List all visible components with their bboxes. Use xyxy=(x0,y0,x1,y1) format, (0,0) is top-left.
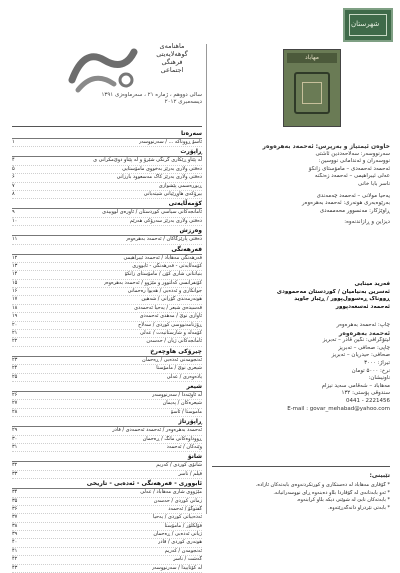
toc-entry-page: ۴ xyxy=(12,157,15,164)
toc-entry xyxy=(12,427,202,435)
cover-thumbnail xyxy=(283,49,341,127)
toc-entry xyxy=(12,139,202,147)
toc-entry-page: ۱۳ xyxy=(12,262,18,269)
toc-entry-title: زمانی کوردی / حەسەن xyxy=(153,497,202,504)
editor: سەرنووسەر: سەلاحەددین ئاشتی xyxy=(315,150,390,157)
toc-entry-title: بنیاتنانی شاری کۆن / مامۆستای زانکۆ xyxy=(124,271,202,278)
writer-line: ئەحمەد ئەحمەدی – مامۆستای زانکۆ xyxy=(308,165,390,172)
toc-entry-page: ۱۵ xyxy=(12,279,18,286)
design-team xyxy=(212,281,390,316)
writer-line: عەلی ئیبراهیمی – ئەحمەد زەنگنە xyxy=(314,173,390,180)
writer-line: ناسر بابا خانی xyxy=(358,180,390,187)
toc-entry xyxy=(12,471,202,479)
masthead-line: فرهنگی xyxy=(161,58,183,66)
toc-entry-page: ۵ xyxy=(12,165,15,172)
toc-entry xyxy=(12,531,202,539)
toc-entry xyxy=(12,409,202,417)
chair-image xyxy=(294,72,330,114)
toc-entry xyxy=(12,565,202,573)
divider xyxy=(12,126,202,127)
toc-entry-page: ۱۱ xyxy=(12,236,18,243)
toc-entry xyxy=(12,322,202,330)
publisher-logo xyxy=(343,8,393,42)
toc-entry-title: له کۆتاییدا / سەرنووسەر xyxy=(151,564,202,571)
toc-entry xyxy=(12,296,202,304)
toc-entry-title: ئەنجومەنی ئەدەبی / ڕەحمان xyxy=(142,356,202,363)
toc-entry-title: ئەدەبیاتی کوردی / یەحیا xyxy=(152,514,202,521)
cover-title: مهاباد xyxy=(287,53,337,63)
toc-entry xyxy=(12,280,202,288)
toc-entry-page: ۳۶ xyxy=(12,505,18,512)
toc-entry-title: ڕیوڕەسمی پێشوازی xyxy=(158,182,202,189)
toc-entry-page: ۲۶ xyxy=(12,391,18,398)
address-line: مەهاباد – شەقامی سەید نیزام xyxy=(321,382,390,389)
toc-entry xyxy=(12,166,202,174)
toc-entry xyxy=(12,444,202,452)
toc-entry-page: ۶ xyxy=(12,174,15,181)
issue-info xyxy=(12,92,202,106)
toc-entry xyxy=(12,218,202,226)
toc-entry-title: بیرۆکەی هاوڕێیانی شیتەبانی xyxy=(143,190,202,197)
design-member: ئەسرین بەنیامیان / کوردستان مەحموودی xyxy=(276,288,390,295)
toc-entry-title: له ئاوێنەدا / سەرنووسەر xyxy=(151,391,202,398)
toc-entry-title: گەشت / ناسر xyxy=(173,556,202,563)
toc-entry xyxy=(12,288,202,296)
toc-section-heading: ڕاپۆرت xyxy=(12,147,202,157)
notes xyxy=(212,482,390,512)
toc-entry-title: کۆمەڵە و شارستانیەت / عەلی xyxy=(140,330,202,337)
issue-number: سالی دووهم ، ژماره ۲۱ ، سەرماوەزی ۱۳۹۱ xyxy=(101,92,202,98)
toc-entry-page: ۳۲ xyxy=(12,462,18,469)
masthead-text xyxy=(142,42,202,74)
toc-section-heading: فەرهەنگی xyxy=(12,245,202,255)
toc-entry xyxy=(12,174,202,182)
toc-entry-title: ئامانجەکانی سیاسی کوردستان / ئاورەی لووییدی xyxy=(102,209,202,216)
toc-entry-page: ۹ xyxy=(12,209,15,216)
design-member: فەرید مینایی xyxy=(354,281,390,287)
address-line: ئەحمەد بەهرەوەر xyxy=(338,329,390,337)
note-item: * بابەتەکان نابێ لە شوێنی دیکە بڵاو کرابنەوە. xyxy=(296,497,390,503)
masthead-line: اجتماعی xyxy=(160,66,184,74)
toc-entry-title: ئەحمەد بەهرەوەر / ئەحمەد ئەحمەدی / قادر xyxy=(112,427,202,434)
toc-entry xyxy=(12,400,202,408)
toc-entry xyxy=(12,556,202,564)
toc-entry-title: قەسیدەی شیعر / یەحیا ئەحمەدی xyxy=(134,304,202,311)
toc-entry xyxy=(12,462,202,470)
toc-entry xyxy=(12,523,202,531)
address-line: چاپی: صحافی – تەبریز xyxy=(338,344,390,351)
toc-entry xyxy=(12,392,202,400)
toc-entry-title: ئاوازی نوێ / مەهدی ئەحمەدی xyxy=(139,313,202,320)
toc-entry-page: ۴۱ xyxy=(12,547,18,554)
toc-entry-title: شانۆی کوردی / کەریم xyxy=(156,462,202,469)
toc-entry-title: ڕۆژنامەنووسی کوردی / سەلاح xyxy=(138,321,202,328)
toc-entry-title: وێنەکان / ئەحمەد xyxy=(166,443,202,450)
toc-section-heading: کۆمەڵایەتی xyxy=(12,199,202,209)
toc-entry-title: له پێناو ڕێکاری گرنگی شێرۆ و له پێناو دوێ‌مکرانی ی xyxy=(93,157,202,164)
note-item: * بابەتی نێردراو دانەگەڕێتەوە. xyxy=(328,504,390,511)
toc-entry-page: ۱۴ xyxy=(12,271,18,278)
email-address: E-mail : govar_mehabad@yahoo.com xyxy=(287,405,390,412)
toc-entry-title: دەفتی ولاری بەرێز کاک مەسعوود بارزانی xyxy=(116,174,202,181)
toc-entry xyxy=(12,548,202,556)
toc-entry xyxy=(12,374,202,382)
toc-section-heading: ڕاپۆرتاژ xyxy=(12,417,202,427)
toc-entry-title: گفتوگۆ / ئەحمەد xyxy=(168,505,202,512)
toc-entry-title: ڕووداوەکانی مانگ / ڕەحمان xyxy=(142,435,202,442)
notes-heading: تێبینی: xyxy=(369,472,390,479)
toc-entry-title: کۆمەڵایەتی - فەرهەنگی - ئابووری xyxy=(132,262,202,269)
table-of-contents xyxy=(12,129,202,573)
toc-entry-page: ۴۳ xyxy=(12,564,18,571)
toc-entry-title: کۆنفرانسی کەلتوور و مێژوو / ئەحمەد بەهرەوەر xyxy=(103,279,202,286)
toc-entry-title: فیلم / ناسر xyxy=(178,470,202,477)
toc-entry xyxy=(12,209,202,217)
toc-entry-title: دەفتی ولاری بەرێز بەخووی مامۆستایی xyxy=(122,165,202,172)
toc-entry xyxy=(12,489,202,497)
toc-entry-title: شیعرەکان / پەیمان xyxy=(162,400,202,407)
address-line: صحافی: حیدریان – تەبریز xyxy=(331,352,390,359)
toc-entry-title: جوانکاری و ئەدەبی / هەیوا رەحمانی xyxy=(127,288,202,295)
toc-entry-page: ۲۸ xyxy=(12,408,18,415)
toc-entry xyxy=(12,514,202,522)
toc-entry-title: دەفتی ولاری بەرێز سەرۆکی هەرێم xyxy=(129,217,202,224)
toc-entry-page: ۴۰ xyxy=(12,539,18,546)
toc-entry-title: شیعری نوێ / مامۆستا xyxy=(156,365,202,372)
toc-entry-title: ئەنجومەن / کەریم xyxy=(164,547,202,554)
design-member: ڕووناک ڕەسوول‌پوور / ڕێباز جاوید xyxy=(294,296,390,302)
writer-line: یەحیا مولانی – ئەحمەد چەمەندی xyxy=(316,192,390,199)
toc-entry-page: ۲۲ xyxy=(12,338,18,345)
toc-entry-page: ۳۰ xyxy=(12,435,18,442)
toc-entry xyxy=(12,338,202,346)
toc-entry-page: ۱۹ xyxy=(12,313,18,320)
toc-entry-page: ۸ xyxy=(12,190,15,197)
toc-entry-title: فەرهەنگی مەهاباد / ئەحمەد ئیبراهیمی xyxy=(123,254,202,261)
toc-entry-title: ژیانی ئەدەبی / ڕەحمان xyxy=(153,531,202,538)
writers-label: نووسەران و ئەندامانی نووسین: xyxy=(318,158,390,165)
toc-entry xyxy=(12,506,202,514)
address-line: لیتۆگرافی: نگین قادر – تەبریز xyxy=(322,337,390,344)
toc-entry xyxy=(12,313,202,321)
toc-entry-page: ۳۱ xyxy=(12,443,18,450)
phone-number: 0441 - 2221456 xyxy=(346,397,390,404)
logo-text: شهرستان xyxy=(351,20,380,28)
print-info xyxy=(212,322,390,413)
magazine-logo xyxy=(64,40,142,98)
toc-entry xyxy=(12,255,202,263)
toc-entry-page: ۲۳ xyxy=(12,356,18,363)
toc-entry-page: ۴۲ xyxy=(12,556,18,563)
toc-entry-page: ۳۵ xyxy=(12,497,18,504)
toc-entry-page: ۱۶ xyxy=(12,288,18,295)
toc-entry xyxy=(12,365,202,373)
toc-entry-page: ۳۸ xyxy=(12,522,18,529)
address-line: سندوقی پۆستی: ۱۳۲ xyxy=(341,390,390,397)
toc-entry-title: ئامانجەکانی ژیان / حەسەن xyxy=(146,338,202,345)
divider xyxy=(212,466,390,467)
column-divider xyxy=(206,44,207,514)
toc-entry xyxy=(12,263,202,271)
masthead-line: ماهنامه‌ی xyxy=(159,42,185,50)
address-line: تیراژ: ۳۰۰۰ xyxy=(364,359,390,366)
toc-entry-page: ۲۱ xyxy=(12,330,18,337)
toc-entry-title: دەفتی پارێزگاکان / ئەحمەد بەهرەوەر xyxy=(125,236,202,243)
toc-entry-page: ۳۹ xyxy=(12,531,18,538)
toc-section-heading: شیعر xyxy=(12,382,202,392)
toc-entry xyxy=(12,305,202,313)
toc-entry-title: مێژووی شاری مەهاباد / عەلی xyxy=(140,489,202,496)
toc-entry-page: ۲۵ xyxy=(12,373,18,380)
toc-entry-page: ۲۰ xyxy=(12,321,18,328)
address-line: نرخ: ۵۰۰۰ تومان xyxy=(351,367,390,374)
toc-entry-page: ۱۷ xyxy=(12,296,18,303)
masthead-line: گوهه‌لایه‌یتی xyxy=(156,50,188,58)
toc-section-heading: چیرۆکی هاوچەرخ xyxy=(12,347,202,357)
writer-line: ڕاوێژکار: مەنسوور محەممەدی xyxy=(319,207,390,214)
toc-entry xyxy=(12,357,202,365)
toc-entry-page: ۱۲ xyxy=(12,254,18,261)
note-item: * ئەو بابەتانەی لە گۆڤاردا بڵاو دەبنەوە ڕای نووسەرانیانە. xyxy=(273,489,390,496)
toc-entry-page: ۱۸ xyxy=(12,304,18,311)
toc-entry-title: هونەرمەندی گۆرانی / شەهین xyxy=(141,296,202,303)
toc-entry-title: ماموستا / ئاسۆ xyxy=(170,408,202,415)
toc-entry-page: ۲۴ xyxy=(12,365,18,372)
toc-section-heading: ئابووری - فەرهەنگی - ئەدەبی - تاریخی xyxy=(12,479,202,489)
toc-entry-page: ۲۹ xyxy=(12,427,18,434)
toc-entry-title: فۆلکلۆر / مامۆستا xyxy=(164,522,202,529)
toc-entry xyxy=(12,436,202,444)
toc-entry xyxy=(12,271,202,279)
issue-month: دیسه‌مبری ۲۰۱۲ xyxy=(164,99,202,105)
toc-entry-page: ۳۴ xyxy=(12,489,18,496)
toc-entry-title: ئاسۆ ڕووناکە ... / سەرنووسەر xyxy=(138,139,202,145)
toc-entry xyxy=(12,539,202,547)
toc-section-heading: شانۆ xyxy=(12,452,202,462)
credits xyxy=(212,143,390,227)
toc-entry-page: ۷ xyxy=(12,182,15,189)
toc-section-heading: وەرزش xyxy=(12,226,202,236)
toc-entry xyxy=(12,236,202,244)
address-line: چاپ: ئەحمەد بەهرەوەر xyxy=(336,322,390,328)
toc-entry xyxy=(12,330,202,338)
toc-entry xyxy=(12,157,202,165)
design-label: دیزاین و ڕازاندنەوە: xyxy=(344,219,390,226)
toc-entry xyxy=(12,183,202,191)
toc-entry-page: ۱ xyxy=(12,139,15,145)
toc-entry xyxy=(12,191,202,199)
toc-entry-title: یادەوەری / عەلی xyxy=(166,373,202,380)
toc-entry-page: ۳۳ xyxy=(12,470,18,477)
address-line: ناونیشان: xyxy=(368,375,390,382)
design-member: ئەحمەد ئەسعەد‌پوور xyxy=(335,303,390,310)
toc-entry-title: هونەری کوردی / قادر xyxy=(157,539,202,546)
writer-line: بەرێوەبەری هونەری: ئەحمەد بەهرەوەر xyxy=(301,200,390,207)
toc-section-heading: سەرەتا xyxy=(12,129,202,139)
toc-entry-page: ۳۷ xyxy=(12,514,18,521)
toc-entry-page: ۲۷ xyxy=(12,400,18,407)
owner: خاوەن ئیمتیاز و بەرپرس: ئەحمەد بەهرەوەر xyxy=(262,143,390,150)
toc-entry-page: ۱۰ xyxy=(12,217,18,224)
toc-entry xyxy=(12,498,202,506)
note-item: * گۆڤاری مەهاباد لە دەستکاری و کورتکردنەوەی بابەتەکان ئازادە. xyxy=(255,482,390,488)
